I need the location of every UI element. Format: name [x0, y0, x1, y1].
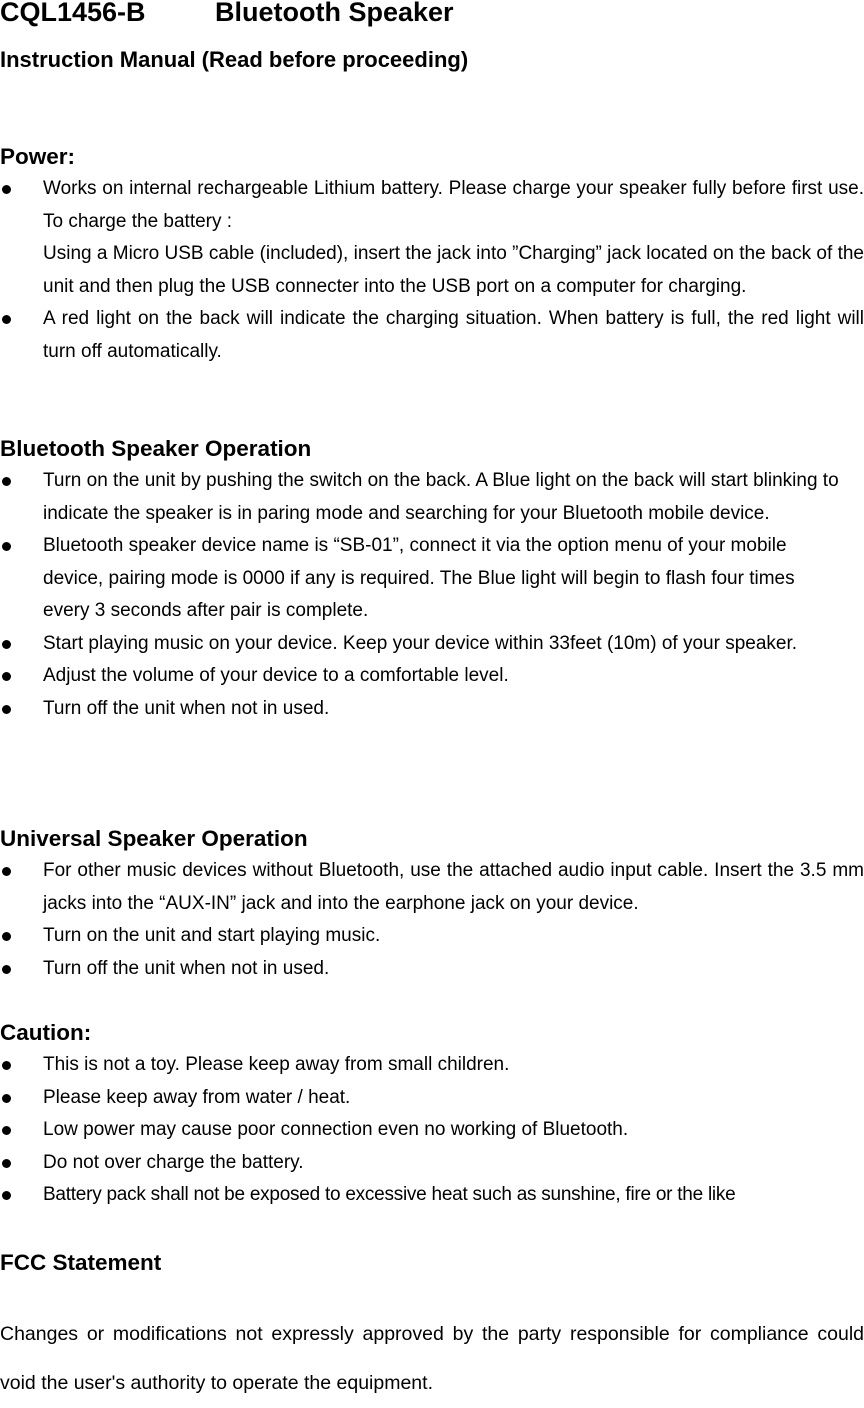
- list-item: [0, 1049, 864, 1082]
- bullet-icon: [2, 542, 11, 551]
- bullet-icon: [2, 1094, 11, 1103]
- bullet-icon: [2, 1159, 11, 1168]
- list-item: [0, 920, 864, 953]
- list-item-text: Start playing music on your device. Keep your device within 33feet (10m) of your speaker.: [43, 632, 798, 654]
- bluetooth-heading: Bluetooth Speaker Operation: [0, 436, 312, 461]
- fcc-heading: FCC Statement: [0, 1250, 162, 1275]
- list-item: [0, 173, 864, 303]
- list-item-text: Turn on the unit by pushing the switch on the back. A Blue light on the back will start blinking to indicate the speaker is in paring mode and searching for your Bluetooth mobile device.: [43, 470, 839, 524]
- list-item: [0, 303, 864, 368]
- list-item: [0, 693, 864, 726]
- page-title: [0, 0, 454, 32]
- fcc-statement-text: Changes or modifications not expressly approved by the party responsible for compliance could void the user's authority to operate the equipment.: [0, 1323, 864, 1394]
- power-heading: Power:: [0, 144, 76, 169]
- caution-list: [0, 1049, 864, 1212]
- bullet-icon: [2, 867, 11, 876]
- bullet-icon: [2, 705, 11, 714]
- list-item-text: Bluetooth speaker device name is “SB-01”, connect it via the option menu of your mobile device, pairing mode is 0000 if any is required. The Blue light will begin to flash four times every 3 seconds after pair is complete.: [43, 535, 795, 621]
- bullet-icon: [2, 640, 11, 649]
- bullet-icon: [2, 965, 11, 974]
- bullet-icon: [2, 672, 11, 681]
- list-item-text: A red light on the back will indicate the charging situation. When battery is full, the red light will turn off automatically.: [43, 308, 864, 362]
- bullet-icon: [2, 315, 11, 324]
- list-item-text: Turn off the unit when not in used.: [43, 697, 330, 719]
- list-item: [0, 855, 864, 920]
- power-list: [0, 173, 864, 368]
- list-item-text: This is not a toy. Please keep away from small children.: [43, 1054, 510, 1075]
- list-item: [0, 953, 864, 986]
- universal-list: [0, 855, 864, 985]
- list-item: [0, 465, 864, 530]
- manual-subtitle: Instruction Manual (Read before proceeding): [0, 47, 469, 72]
- bullet-icon: [2, 932, 11, 941]
- list-item: [0, 530, 864, 628]
- list-item: [0, 628, 864, 661]
- list-item: [0, 1082, 864, 1115]
- list-item-text: Do not over charge the battery.: [43, 1151, 304, 1173]
- bullet-icon: [2, 1061, 11, 1070]
- bullet-icon: [2, 185, 11, 194]
- list-item: [0, 1147, 864, 1180]
- model-number: CQL1456-B: [0, 0, 146, 27]
- list-item-text: Low power may cause poor connection even no working of Bluetooth.: [43, 1119, 629, 1140]
- universal-heading: Universal Speaker Operation: [0, 826, 308, 851]
- list-item-extra: Using a Micro USB cable (included), insert the jack into ”Charging” jack located on the back of the unit and then plug the USB connecter into the USB port on a computer for charging.: [43, 243, 864, 297]
- list-item: [0, 660, 864, 693]
- list-item-text: Adjust the volume of your device to a comfortable level.: [43, 665, 509, 686]
- bullet-icon: [2, 1126, 11, 1135]
- bluetooth-list: [0, 465, 864, 725]
- list-item-text: For other music devices without Bluetooth, use the attached audio input cable. Insert the 3.5 mm jacks into the “AUX-IN” jack and into the earphone jack on your device.: [43, 860, 864, 914]
- list-item-text: Please keep away from water / heat.: [43, 1086, 351, 1108]
- caution-heading: Caution:: [0, 1020, 92, 1045]
- product-name: Bluetooth Speaker: [215, 0, 454, 27]
- list-item-text: Works on internal rechargeable Lithium battery. Please charge your speaker fully before first use. To charge the battery :: [43, 178, 864, 232]
- list-item-text: Turn on the unit and start playing music.: [43, 925, 381, 946]
- list-item: [0, 1179, 864, 1212]
- list-item-text: Battery pack shall not be exposed to excessive heat such as sunshine, fire or the like: [43, 1184, 736, 1205]
- list-item-text: Turn off the unit when not in used.: [43, 957, 330, 979]
- bullet-icon: [2, 1191, 11, 1200]
- list-item: [0, 1114, 864, 1147]
- bullet-icon: [2, 477, 11, 486]
